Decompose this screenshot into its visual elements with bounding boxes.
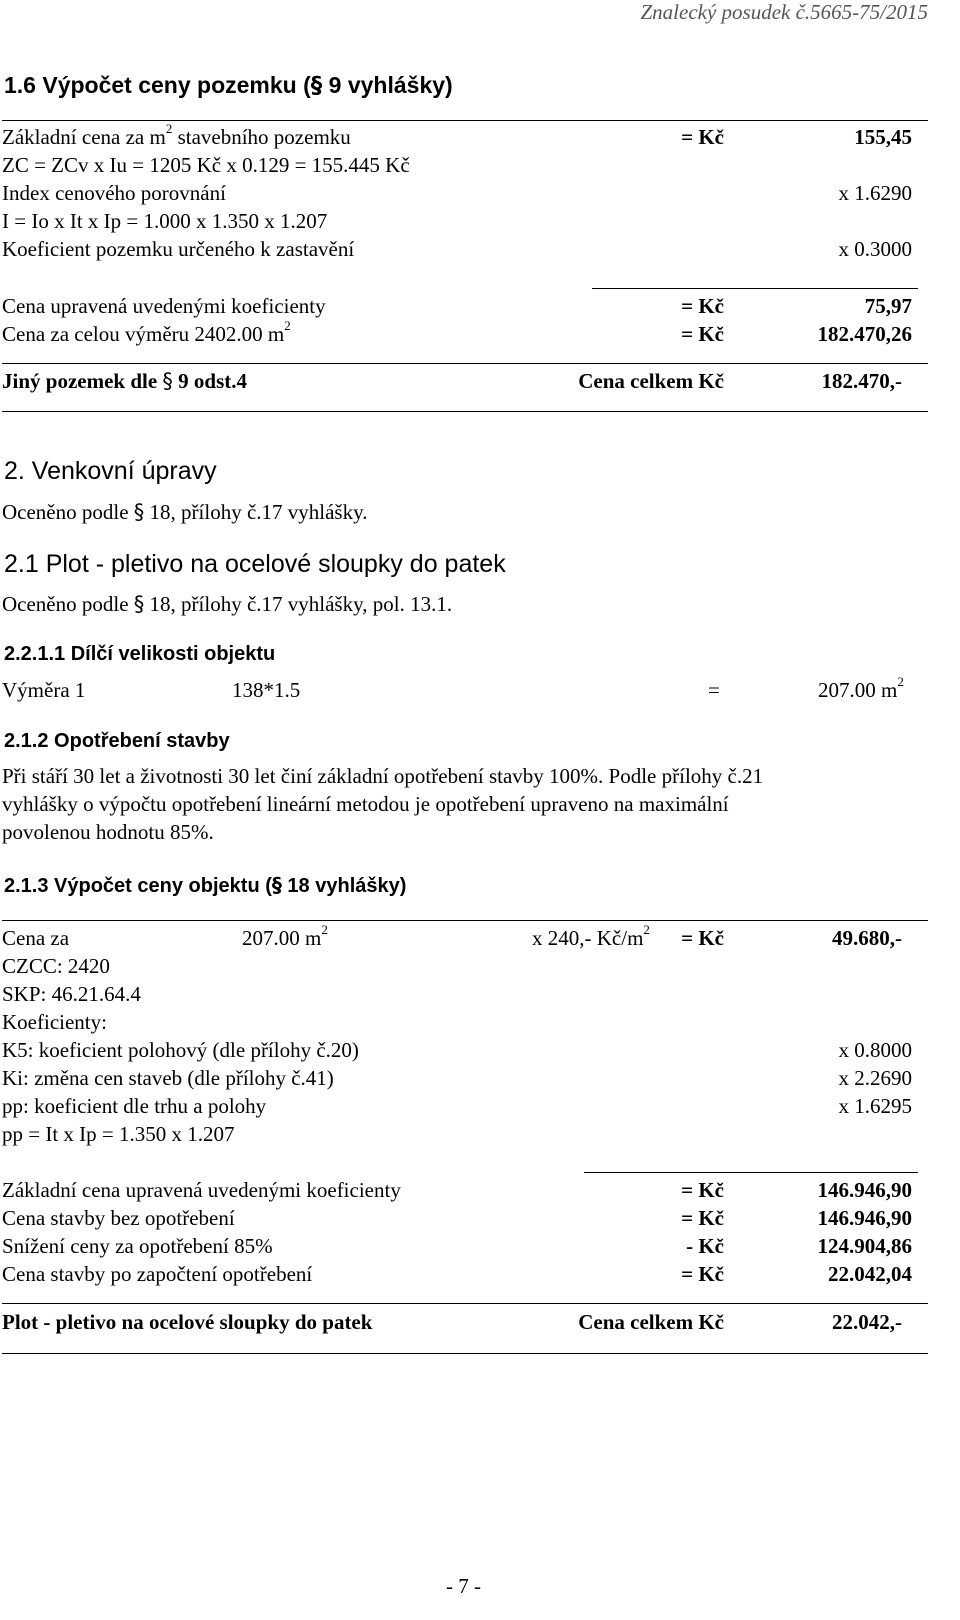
row-total-area-eq: = Kč	[681, 322, 724, 346]
price-eq: = Kč	[681, 926, 724, 950]
area-eq: =	[708, 678, 720, 702]
base-adjusted-value: 146.946,90	[817, 1178, 912, 1202]
row-adjusted-eq: = Kč	[681, 294, 724, 318]
coefficients-heading: Koeficienty:	[2, 1010, 107, 1034]
paragraph-sign: §	[310, 73, 323, 99]
divider	[2, 120, 928, 121]
document-header: Znalecký posudek č.5665-75/2015	[640, 0, 928, 24]
price-no-wear-eq: = Kč	[681, 1206, 724, 1230]
base-adjusted-eq: = Kč	[681, 1178, 724, 1202]
k5-label: K5: koeficient polohový (dle přílohy č.20)	[2, 1038, 359, 1062]
row-base-price-value: 155,45	[854, 125, 912, 149]
paragraph-sign: §	[133, 592, 145, 616]
section-2-note: Oceněno podle § 18, přílohy č.17 vyhlášky.	[2, 500, 368, 524]
area-value: 207.00 $m^2$	[818, 674, 904, 702]
czcc: CZCC: 2420	[2, 954, 110, 978]
divider	[2, 920, 928, 921]
skp: SKP: 46.21.64.4	[2, 982, 141, 1006]
divider	[2, 411, 928, 412]
fence-total-label: Plot - pletivo na ocelové sloupky do patek	[2, 1310, 373, 1334]
row-koef-value: x 0.3000	[838, 237, 912, 261]
sum-line	[592, 288, 918, 289]
row-base-price-label: Základní cena za $m^2$ stavebního pozemku	[2, 121, 351, 149]
pp-label: pp: koeficient dle trhu a polohy	[2, 1094, 267, 1118]
section-2-1-note: Oceněno podle § 18, přílohy č.17 vyhlášky, pol. 13.1.	[2, 592, 453, 616]
section-2-1-3-title: 2.1.3 Výpočet ceny objektu (§ 18 vyhlášky)	[4, 873, 407, 897]
paragraph-sign: §	[162, 369, 173, 393]
price-label: Cena za	[2, 926, 70, 950]
pp-value: x 1.6295	[838, 1094, 912, 1118]
price-rate: x 240,- $Kč/m^2$	[532, 922, 650, 950]
ki-label: Ki: změna cen staveb (dle přílohy č.41)	[2, 1066, 334, 1090]
price-no-wear-label: Cena stavby bez opotřebení	[2, 1206, 235, 1230]
ki-value: x 2.2690	[838, 1066, 912, 1090]
wear-reduction-value: 124.904,86	[817, 1234, 912, 1258]
sum-line	[584, 1172, 918, 1173]
base-adjusted-label: Základní cena upravená uvedenými koeficienty	[2, 1178, 401, 1202]
row-total-area-value: 182.470,26	[817, 322, 912, 346]
wear-text-line-3: povolenou hodnotu 85%.	[2, 820, 214, 844]
area-formula: 138*1.5	[232, 678, 301, 702]
wear-text-line-1: Při stáří 30 let a životnosti 30 let činí základní opotřebení stavby 100%. Podle přílohy č.21	[2, 764, 764, 788]
row-adjusted-value: 75,97	[864, 294, 912, 318]
row-index-formula: I = Io x It x Ip = 1.000 x 1.350 x 1.207	[2, 209, 328, 233]
price-value: 49.680,-	[832, 926, 902, 950]
section-2-1-title: 2.1 Plot - pletivo na ocelové sloupky do patek	[4, 550, 506, 578]
price-after-wear-value: 22.042,04	[828, 1262, 912, 1286]
row-zc-formula: ZC = ZCv x Iu = 1205 Kč x 0.129 = 155.445 Kč	[2, 153, 410, 177]
paragraph-sign: §	[271, 873, 282, 897]
section-1-6-title: 1.6 Výpočet ceny pozemku (§ 9 vyhlášky)	[4, 72, 453, 99]
row-koef-label: Koeficient pozemku určeného k zastavění	[2, 237, 355, 261]
paragraph-sign: §	[133, 500, 145, 524]
k5-value: x 0.8000	[838, 1038, 912, 1062]
price-no-wear-value: 146.946,90	[817, 1206, 912, 1230]
price-after-wear-label: Cena stavby po započtení opotřebení	[2, 1262, 313, 1286]
pp-formula: pp = It x Ip = 1.350 x 1.207	[2, 1122, 235, 1146]
wear-reduction-label: Snížení ceny za opotřebení 85%	[2, 1234, 273, 1258]
price-after-wear-eq: = Kč	[681, 1262, 724, 1286]
section-2-2-1-1-title: 2.2.1.1 Dílčí velikosti objektu	[4, 643, 276, 665]
row-index-label: Index cenového porovnání	[2, 181, 226, 205]
divider	[2, 363, 928, 364]
price-qty: 207.00 $m^2$	[242, 922, 328, 950]
page-number: - 7 -	[446, 1574, 481, 1598]
section-2-1-2-title: 2.1.2 Opotřebení stavby	[4, 730, 230, 752]
divider	[2, 1353, 928, 1354]
fence-total-value: 22.042,-	[832, 1310, 902, 1334]
row-base-price-eq: = Kč	[681, 125, 724, 149]
land-total-mid: Cena celkem Kč	[578, 369, 724, 393]
wear-text-line-2: vyhlášky o výpočtu opotřebení lineární metodou je opotřebení upraveno na maximální	[2, 792, 729, 816]
land-total-label: Jiný pozemek dle § 9 odst.4	[2, 369, 248, 393]
row-adjusted-label: Cena upravená uvedenými koeficienty	[2, 294, 326, 318]
section-2-title: 2. Venkovní úpravy	[4, 457, 217, 485]
wear-reduction-eq: - Kč	[686, 1234, 724, 1258]
fence-total-mid: Cena celkem Kč	[578, 1310, 724, 1334]
row-total-area-label: Cena za celou výměru 2402.00 $m^2$	[2, 318, 291, 346]
row-index-value: x 1.6290	[838, 181, 912, 205]
land-total-value: 182.470,-	[821, 369, 902, 393]
divider	[2, 1303, 928, 1304]
area-label: Výměra 1	[2, 678, 86, 702]
